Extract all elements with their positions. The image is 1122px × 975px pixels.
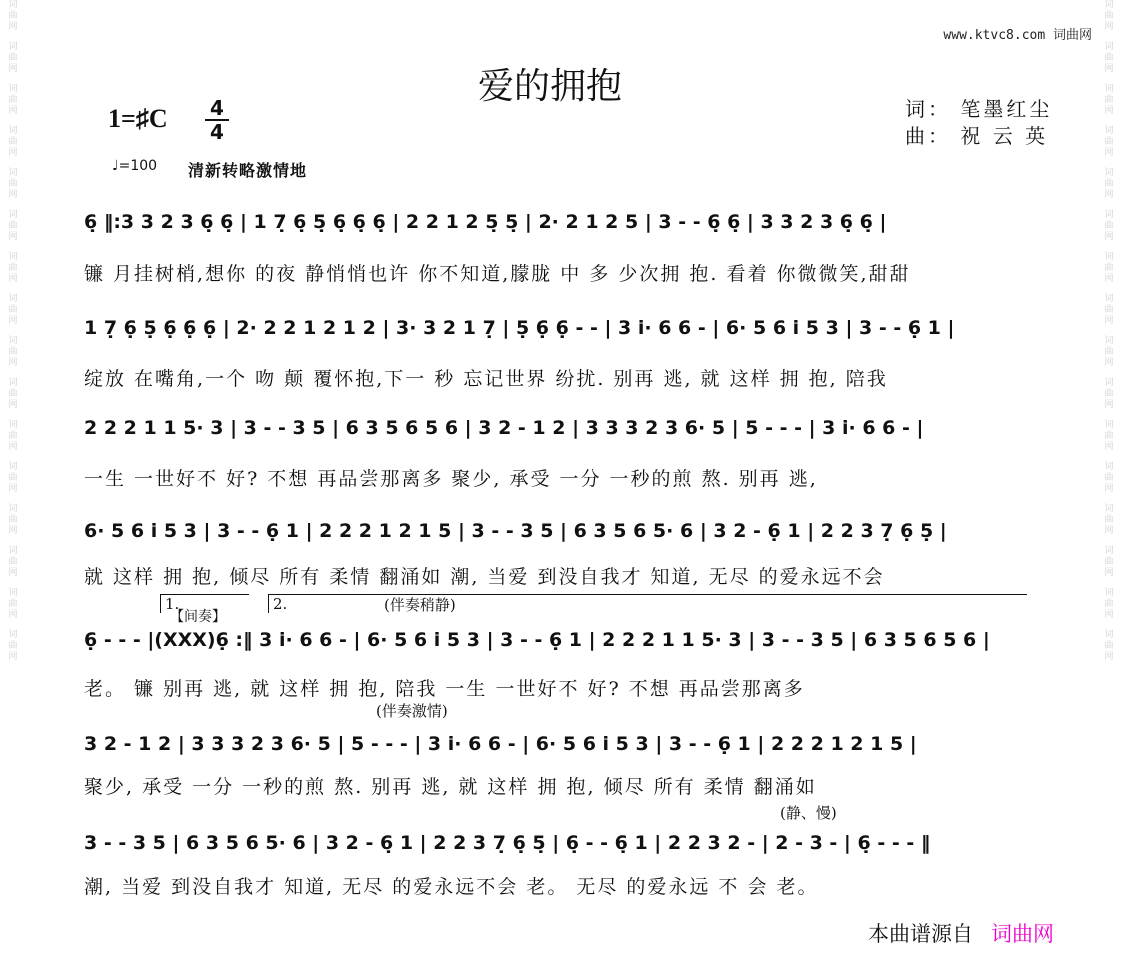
watermark-char: 词 — [1104, 210, 1114, 220]
watermark-mark — [1098, 126, 1120, 159]
volta-2 — [268, 594, 1027, 613]
watermark-char: 网 — [1104, 64, 1114, 74]
site-url: www.ktvc8.com 词曲网 — [943, 28, 1092, 43]
lyric-line-1: 镰 月挂树梢,想你 的夜 静悄悄也许 你不知道,朦胧 中 多 少次拥 抱. 看着 你微微笑,甜甜 — [84, 263, 911, 285]
notation-line-3 — [84, 406, 1034, 446]
watermark-char: 词 — [8, 630, 18, 640]
accompaniment-quiet: (伴奏稍静) — [384, 596, 456, 614]
watermark-mark — [1098, 546, 1120, 579]
watermark-char: 曲 — [1104, 389, 1114, 399]
watermark-char: 词 — [1104, 336, 1114, 346]
watermark-char: 网 — [8, 526, 18, 536]
watermark-char: 曲 — [1104, 305, 1114, 315]
watermark-mark — [1098, 168, 1120, 201]
watermark-mark — [1098, 0, 1120, 33]
watermark-mark — [1098, 504, 1120, 537]
watermark-mark — [1098, 252, 1120, 285]
notation-line-6 — [84, 722, 1034, 762]
watermark-char: 词 — [1104, 84, 1114, 94]
watermark-char: 曲 — [8, 557, 18, 567]
watermark-char: 词 — [1104, 0, 1114, 10]
source-footer — [868, 918, 1054, 948]
watermark-mark — [1098, 630, 1120, 663]
watermark-char: 词 — [1104, 168, 1114, 178]
watermark-char: 网 — [1104, 232, 1114, 242]
notation-text: 6· 5 6 i 5 3 | 3 - - 6̣ 1 | 2 2 2 1 2 1 5 | 3 - - 3 5 | 6 3 5 6 5· 6 | 3 2 - 6̣ 1 | 2 2 3 7̣ 6̣ 5̣ | — [84, 520, 947, 542]
watermark-mark — [2, 378, 24, 411]
watermark-mark — [2, 168, 24, 201]
notation-text: 2 2 2 1 1 5· 3 | 3 - - 3 5 | 6 3 5 6 5 6 | 3 2 - 1 2 | 3 3 3 2 3 6· 5 | 5 - - - | 3 i· 6 6 - | — [84, 417, 924, 439]
time-denominator: 4 — [210, 120, 224, 144]
watermark-char: 曲 — [1104, 95, 1114, 105]
watermark-char: 曲 — [1104, 515, 1114, 525]
volta-1-label: 1. — [165, 595, 180, 613]
watermark-char: 词 — [8, 546, 18, 556]
watermark-char: 曲 — [1104, 473, 1114, 483]
watermark-char: 词 — [1104, 294, 1114, 304]
watermark-char: 曲 — [1104, 137, 1114, 147]
watermark-char: 词 — [8, 462, 18, 472]
watermark-char: 网 — [8, 106, 18, 116]
slow-quiet-mark: (静、慢) — [780, 804, 837, 822]
watermark-char: 网 — [1104, 484, 1114, 494]
watermark-char: 词 — [8, 126, 18, 136]
watermark-char: 网 — [1104, 400, 1114, 410]
tempo-mark: ♩=100 — [112, 158, 158, 174]
lyric-line-3: 一生 一世好不 好? 不想 再品尝那离多 聚少, 承受 一分 一秒的煎 熬. 别再 逃, — [84, 468, 818, 490]
notation-text: 6̣ ‖:3 3 2 3 6̣ 6̣ | 1 7̣ 6̣ 5̣ 6̣ 6̣ 6̣ | 2 2 1 2 5̣ 5̣ | 2· 2 1 2 5 | 3 - - 6̣ 6̣ | 3 3 2 3 6̣ 6̣ | — [84, 211, 887, 233]
watermark-char: 网 — [1104, 610, 1114, 620]
watermark-mark — [2, 336, 24, 369]
notation-text: 3 2 - 1 2 | 3 3 3 2 3 6· 5 | 5 - - - | 3 i· 6 6 - | 6· 5 6 i 5 3 | 3 - - 6̣ 1 | 2 2 2 1 2 1 5 | — [84, 733, 917, 755]
time-signature — [205, 98, 229, 142]
watermark-char: 词 — [8, 252, 18, 262]
notation-text: 1 7̣ 6̣ 5̣ 6̣ 6̣ 6̣ | 2· 2 2 1 2 1 2 | 3· 3 2 1 7̣ | 5̣ 6̣ 6̣ - - | 3 i· 6 6 - | 6· 5 6 i 5 3 | 3 - - 6̣ 1 | — [84, 317, 955, 339]
watermark-char: 网 — [1104, 358, 1114, 368]
watermark-mark — [1098, 420, 1120, 453]
watermark-char: 词 — [1104, 462, 1114, 472]
notation-line-1 — [84, 200, 1034, 240]
watermark-char: 曲 — [8, 137, 18, 147]
watermark-char: 网 — [8, 442, 18, 452]
watermark-mark — [2, 630, 24, 663]
watermark-char: 曲 — [8, 53, 18, 63]
watermark-char: 网 — [8, 610, 18, 620]
watermark-char: 曲 — [1104, 221, 1114, 231]
lyric-line-7: 潮, 当爱 到没自我才 知道, 无尽 的爱永远不会 老。 无尽 的爱永远 不 会 老。 — [84, 876, 819, 898]
watermark-char: 网 — [1104, 190, 1114, 200]
song-title: 爱的拥抱 — [477, 66, 622, 107]
watermark-char: 网 — [8, 484, 18, 494]
watermark-char: 网 — [8, 568, 18, 578]
watermark-char: 词 — [8, 588, 18, 598]
watermark-mark — [1098, 336, 1120, 369]
watermark-char: 词 — [1104, 42, 1114, 52]
watermark-char: 曲 — [8, 11, 18, 21]
watermark-mark — [1098, 42, 1120, 75]
watermark-char: 网 — [1104, 526, 1114, 536]
time-numerator: 4 — [210, 96, 224, 120]
watermark-char: 词 — [8, 336, 18, 346]
watermark-char: 网 — [8, 232, 18, 242]
watermark-char: 网 — [1104, 22, 1114, 32]
watermark-char: 曲 — [8, 347, 18, 357]
source-brand: 词曲网 — [991, 922, 1054, 946]
watermark-char: 词 — [1104, 378, 1114, 388]
watermark-mark — [2, 504, 24, 537]
right-watermark — [1098, 0, 1120, 975]
watermark-char: 网 — [8, 358, 18, 368]
notation-text: 3 - - 3 5 | 6 3 5 6 5· 6 | 3 2 - 6̣ 1 | 2 2 3 7̣ 6̣ 5̣ | 6̣ - - 6̣ 1 | 2 2 3 2 - | 2 - 3 - | 6̣ - - - ‖ — [84, 832, 931, 854]
watermark-char: 曲 — [8, 389, 18, 399]
watermark-char: 网 — [1104, 568, 1114, 578]
watermark-mark — [1098, 294, 1120, 327]
watermark-mark — [2, 210, 24, 243]
watermark-char: 词 — [1104, 252, 1114, 262]
watermark-char: 网 — [8, 652, 18, 662]
composer: 曲： 祝 云 英 — [905, 124, 1049, 148]
lyric-line-6: 聚少, 承受 一分 一秒的煎 熬. 别再 逃, 就 这样 拥 抱, 倾尽 所有 柔情 翻涌如 — [84, 776, 817, 798]
watermark-char: 曲 — [8, 641, 18, 651]
watermark-mark — [1098, 210, 1120, 243]
watermark-char: 曲 — [8, 305, 18, 315]
watermark-char: 曲 — [1104, 557, 1114, 567]
watermark-mark — [2, 588, 24, 621]
lyricist: 词： 笔墨红尘 — [905, 97, 1053, 121]
watermark-char: 曲 — [1104, 11, 1114, 21]
watermark-char: 词 — [1104, 420, 1114, 430]
watermark-char: 网 — [8, 22, 18, 32]
key-signature: 1=♯C — [108, 104, 168, 133]
watermark-char: 曲 — [1104, 53, 1114, 63]
watermark-mark — [2, 462, 24, 495]
watermark-char: 曲 — [8, 431, 18, 441]
notation-line-4 — [84, 509, 1034, 549]
watermark-char: 网 — [1104, 274, 1114, 284]
watermark-char: 词 — [8, 0, 18, 10]
watermark-mark — [2, 0, 24, 33]
watermark-char: 曲 — [8, 179, 18, 189]
watermark-char: 网 — [8, 316, 18, 326]
watermark-mark — [2, 126, 24, 159]
watermark-char: 词 — [1104, 588, 1114, 598]
watermark-char: 曲 — [8, 515, 18, 525]
watermark-char: 词 — [8, 378, 18, 388]
watermark-char: 词 — [8, 42, 18, 52]
watermark-char: 网 — [1104, 442, 1114, 452]
expression-mark: 清新转略激情地 — [188, 161, 308, 180]
watermark-char: 曲 — [1104, 179, 1114, 189]
notation-line-5 — [84, 618, 1034, 658]
watermark-mark — [1098, 588, 1120, 621]
watermark-char: 词 — [8, 210, 18, 220]
watermark-char: 曲 — [1104, 347, 1114, 357]
watermark-char: 曲 — [8, 473, 18, 483]
lyric-line-4: 就 这样 拥 抱, 倾尽 所有 柔情 翻涌如 潮, 当爱 到没自我才 知道, 无尽 的爱永远不会 — [84, 566, 885, 588]
volta-2-label: 2. — [273, 595, 288, 613]
notation-line-2 — [84, 306, 1034, 346]
watermark-mark — [1098, 462, 1120, 495]
watermark-char: 网 — [8, 148, 18, 158]
watermark-char: 词 — [8, 420, 18, 430]
watermark-mark — [2, 546, 24, 579]
watermark-char: 词 — [1104, 630, 1114, 640]
watermark-char: 词 — [8, 504, 18, 514]
watermark-char: 词 — [1104, 504, 1114, 514]
watermark-char: 曲 — [1104, 641, 1114, 651]
left-watermark — [2, 0, 24, 975]
watermark-mark — [2, 252, 24, 285]
watermark-mark — [2, 420, 24, 453]
accompaniment-passion: (伴奏激情) — [376, 702, 448, 720]
watermark-char: 词 — [1104, 546, 1114, 556]
lyric-line-5: 老。 镰 别再 逃, 就 这样 拥 抱, 陪我 一生 一世好不 好? 不想 再品尝那离多 — [84, 678, 805, 700]
notation-text: 6̣ - - - |(XXX)6̣ :‖ 3 i· 6 6 - | 6· 5 6 i 5 3 | 3 - - 6̣ 1 | 2 2 2 1 1 5· 3 | 3 - - 3 5 | 6 3 5 6 5 6 | — [84, 629, 990, 651]
watermark-char: 词 — [8, 84, 18, 94]
credits — [905, 96, 1052, 150]
watermark-char: 曲 — [1104, 263, 1114, 273]
source-text: 本曲谱源自 — [868, 922, 973, 946]
watermark-char: 曲 — [8, 221, 18, 231]
notation-line-7 — [84, 821, 1034, 861]
watermark-char: 曲 — [8, 263, 18, 273]
watermark-char: 网 — [1104, 652, 1114, 662]
watermark-char: 词 — [8, 168, 18, 178]
watermark-char: 词 — [1104, 126, 1114, 136]
watermark-mark — [1098, 84, 1120, 117]
watermark-char: 网 — [8, 190, 18, 200]
watermark-char: 曲 — [1104, 431, 1114, 441]
watermark-char: 网 — [8, 400, 18, 410]
watermark-char: 词 — [8, 294, 18, 304]
watermark-char: 网 — [8, 274, 18, 284]
watermark-mark — [2, 294, 24, 327]
watermark-char: 网 — [1104, 106, 1114, 116]
watermark-mark — [1098, 378, 1120, 411]
watermark-char: 曲 — [1104, 599, 1114, 609]
watermark-char: 曲 — [8, 599, 18, 609]
watermark-char: 曲 — [8, 95, 18, 105]
interlude-label: 【间奏】 — [170, 609, 226, 625]
watermark-char: 网 — [8, 64, 18, 74]
watermark-char: 网 — [1104, 148, 1114, 158]
watermark-char: 网 — [1104, 316, 1114, 326]
lyric-line-2: 绽放 在嘴角,一个 吻 颠 覆怀抱,下一 秒 忘记世界 纷扰. 别再 逃, 就 这样 拥 抱, 陪我 — [84, 368, 888, 390]
